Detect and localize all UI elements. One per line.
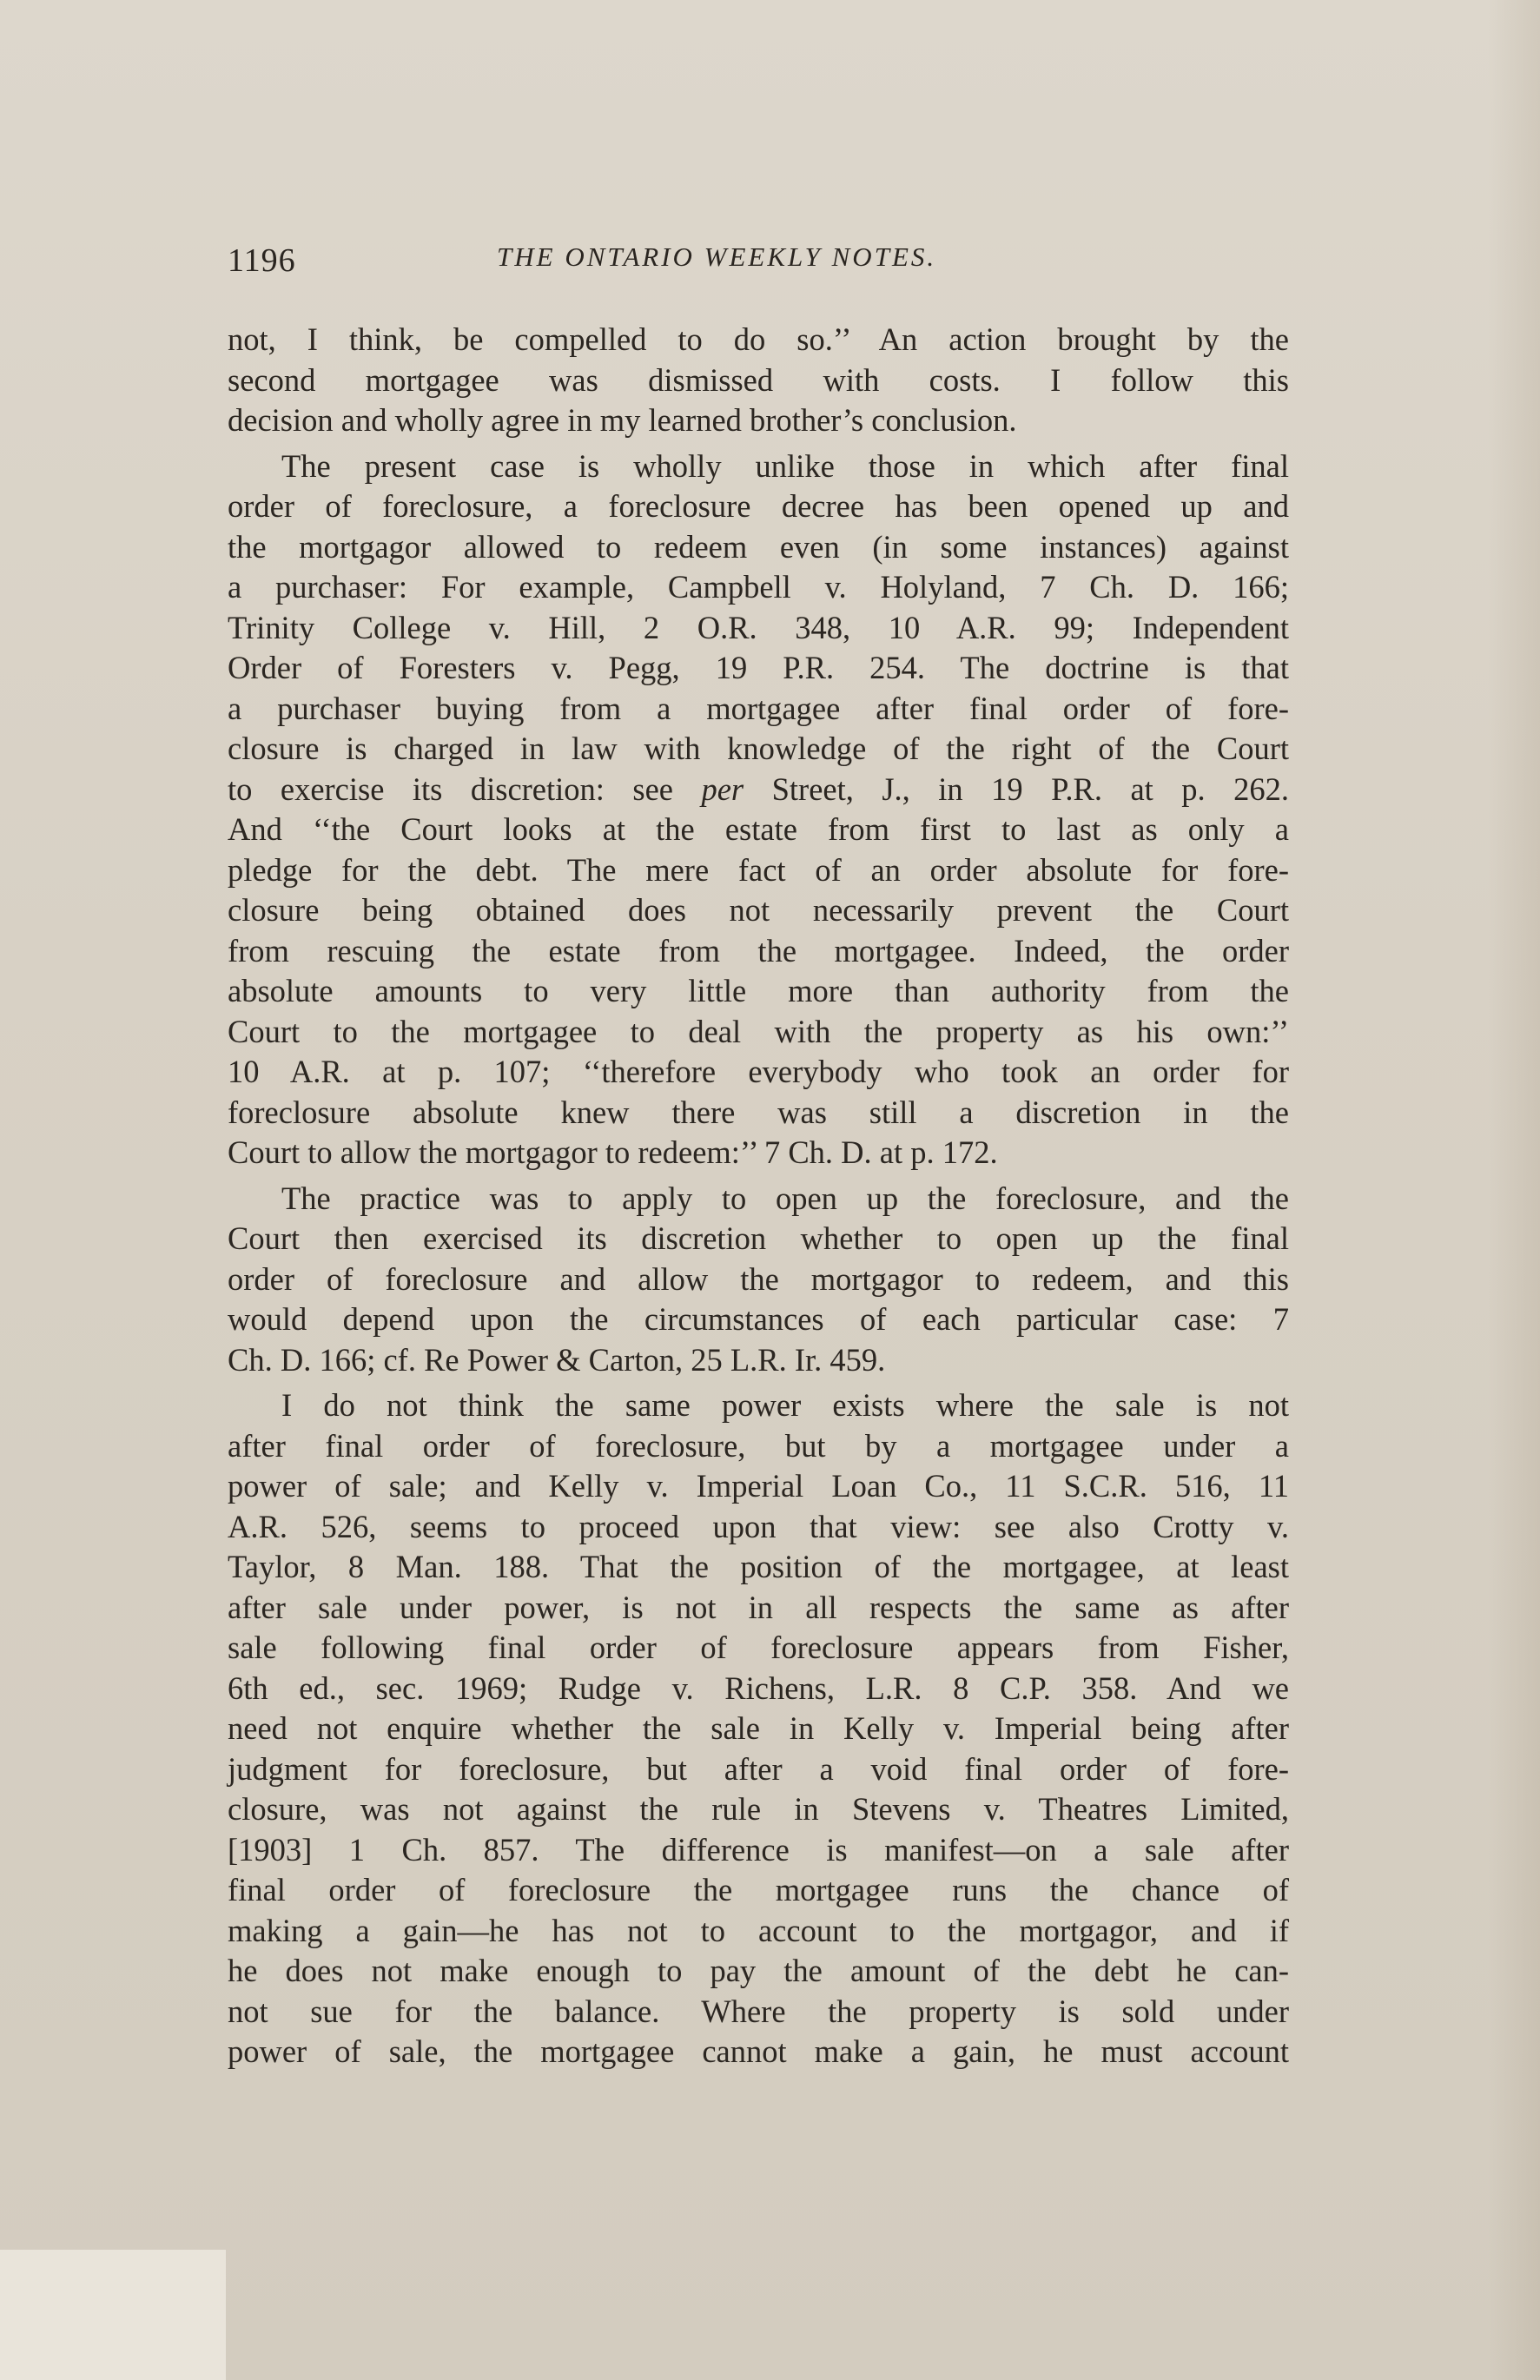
paragraph — [228, 1179, 1289, 1381]
body-text — [228, 320, 1289, 2073]
text-line: Taylor, 8 Man. 188. That the position of the mortgagee, at least — [228, 1549, 1289, 1584]
text-line: would depend upon the circumstances of each particular case: 7 — [228, 1301, 1289, 1337]
text-line: absolute amounts to very little more than authority from the — [228, 973, 1289, 1008]
text-line: A.R. 526, seems to proceed upon that view: see also Crotty v. — [228, 1508, 1289, 1544]
text-line: Trinity College v. Hill, 2 O.R. 348, 10 A.R. 99; Independent — [228, 609, 1289, 645]
text-line: decision and wholly agree in my learned brother’s conclusion. — [228, 402, 1017, 438]
text-line: Court to allow the mortgagor to redeem:’’ 7 Ch. D. at p. 172. — [228, 1134, 998, 1170]
text-line: a purchaser: For example, Campbell v. Holyland, 7 Ch. D. 166; — [228, 569, 1289, 605]
text-line: closure being obtained does not necessarily prevent the Court — [228, 892, 1289, 928]
paragraph — [228, 1385, 1289, 2073]
text-line: pledge for the debt. The mere fact of an order absolute for fore- — [228, 851, 1289, 888]
text-line: not, I think, be compelled to do so.’’ An action brought by the — [228, 321, 1289, 357]
text-line: The present case is wholly unlike those in which after final — [281, 447, 1289, 484]
text-line: after sale under power, is not in all respects the same as after — [228, 1589, 1289, 1625]
text-line: The practice was to apply to open up the foreclosure, and the — [281, 1180, 1289, 1216]
text-line: closure, was not against the rule in Stevens v. Theatres Limited, — [228, 1791, 1289, 1827]
text-line: he does not make enough to pay the amount of the debt he can- — [228, 1953, 1289, 1988]
paragraph — [228, 446, 1289, 1173]
text-line: [1903] 1 Ch. 857. The difference is manifest—on a sale after — [228, 1831, 1289, 1868]
text-line: I do not think the same power exists where the sale is not — [281, 1387, 1289, 1423]
text-line: final order of foreclosure the mortgagee runs the chance of — [228, 1872, 1289, 1907]
text-line: Court then exercised its discretion whether to open up the final — [228, 1220, 1289, 1256]
text-line: power of sale; and Kelly v. Imperial Loan Co., 11 S.C.R. 516, 11 — [228, 1468, 1289, 1504]
text-line: need not enquire whether the sale in Kelly v. Imperial being after — [228, 1710, 1289, 1746]
running-title: THE ONTARIO WEEKLY NOTES. — [497, 241, 937, 272]
text-line: 6th ed., sec. 1969; Rudge v. Richens, L.R. 8 C.P. 358. And we — [228, 1669, 1289, 1706]
page-header — [228, 241, 1287, 287]
text-line: after final order of foreclosure, but by a mortgagee under a — [228, 1427, 1289, 1464]
text-line: Ch. D. 166; cf. Re Power & Carton, 25 L.R. Ir. 459. — [228, 1341, 886, 1378]
text-line: the mortgagor allowed to redeem even (in some instances) against — [228, 528, 1289, 565]
paragraph — [228, 320, 1289, 441]
text-line: closure is charged in law with knowledge of the right of the Court — [228, 731, 1289, 766]
text-line: Order of Foresters v. Pegg, 19 P.R. 254. The doctrine is that — [228, 650, 1289, 685]
text-line: making a gain—he has not to account to the mortgagor, and if — [228, 1912, 1289, 1948]
page-number: 1196 — [228, 242, 296, 279]
text-line: from rescuing the estate from the mortgagee. Indeed, the order — [228, 932, 1289, 969]
text-line: power of sale, the mortgagee cannot make a gain, he must account — [228, 2033, 1289, 2069]
text-line: not sue for the balance. Where the property is sold under — [228, 1993, 1289, 2029]
text-line: Court to the mortgagee to deal with the property as his own:’’ — [228, 1013, 1289, 1049]
text-line: to exercise its discretion: see per Street, J., in 19 P.R. at p. 262. — [228, 770, 1289, 807]
text-line: And ‘‘the Court looks at the estate from first to last as only a — [228, 811, 1289, 847]
text-line: a purchaser buying from a mortgagee after final order of fore- — [228, 690, 1289, 726]
text-line: second mortgagee was dismissed with costs. I follow this — [228, 361, 1289, 398]
text-line: 10 A.R. at p. 107; ‘‘therefore everybody who took an order for — [228, 1054, 1289, 1089]
text-line: foreclosure absolute knew there was still a discretion in the — [228, 1094, 1289, 1130]
text-line: order of foreclosure, a foreclosure decree has been opened up and — [228, 488, 1289, 524]
text-line: order of foreclosure and allow the mortgagor to redeem, and this — [228, 1260, 1289, 1297]
text-line: sale following final order of foreclosure appears from Fisher, — [228, 1630, 1289, 1665]
text-line: judgment for foreclosure, but after a void final order of fore- — [228, 1750, 1289, 1787]
page-corner-patch — [0, 2250, 226, 2380]
